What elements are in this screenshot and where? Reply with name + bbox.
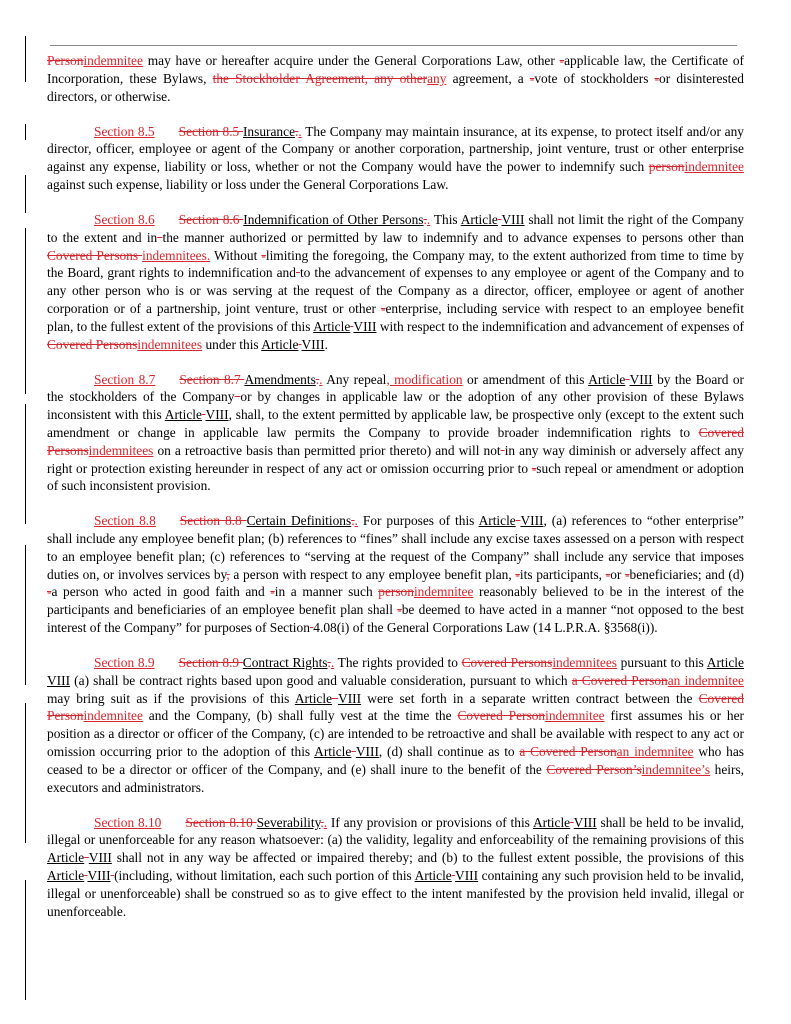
body-text: enterprise, including service with respect to an employee benefit plan, to the fullest extent of the provisions of this [47,300,744,334]
body-text: 4.08(i) of the General Corporations Law (14 L.P.R.A. §3568(i)). [313,620,658,636]
inserted-text: indemnitee [83,53,143,68]
deleted-text: , [226,566,230,582]
deleted-text: - [397,602,402,618]
change-bar [25,880,26,1000]
header-rule [50,45,737,46]
underlined-text: VIII [520,513,544,529]
deleted-text: . [327,655,331,671]
body-text: the manner authorized or permitted by law to indemnify and to advance expenses to persons other than [162,229,744,245]
body-text: , shall, to the extent permitted by applicable law, be prospective only (except to the extent such amendment or change in applicable law permits the Company to provide broader indemnification rights to [47,407,744,440]
underlined-text: VIII [353,318,377,334]
underlined-text: VIII [301,336,325,352]
body-text: or [610,566,626,582]
underlined-text: Article [47,850,85,866]
inserted-text: . [330,655,335,671]
deleted-text: - [605,566,611,582]
inserted-text: , modification [386,371,463,387]
inserted-text: indemnitee [545,708,605,724]
deleted-text: a Covered Person [519,744,617,760]
deleted-text: a Covered Person [571,672,668,688]
change-bar [25,36,26,82]
underlined-text: Article [588,371,626,387]
inserted-text: indemnitees. [142,247,211,263]
inserted-text: an indemnitee [616,744,694,760]
body-text: beneficiaries; and (d) [629,566,744,582]
underlined-text: VIII [573,814,597,830]
deleted-text: . [351,513,355,529]
deleted-section-number: Section 8.5 [178,123,243,139]
underlined-text: Article [164,407,202,423]
body-text: and the Company, (b) shall fully vest at the time the [142,708,458,724]
paragraph-continuation [47,52,744,105]
deleted-section-number: Section 8.10 [185,814,257,830]
section-number: Section 8.6 [94,211,155,227]
change-bar [25,175,26,213]
body-text: , (d) shall continue as to [378,744,520,760]
body-text: on a retroactive basis than permitted prior thereto) and will not [153,442,501,458]
body-text: with respect to the indemnification and advancement of expenses of [376,318,745,334]
body-text: . [324,336,328,352]
body-text: or by changes in applicable law or the adoption of any other provision of these Bylaws inconsistent with this [47,389,744,423]
section-paragraph [47,814,744,921]
body-text: containing any such provision held to be invalid, illegal or unenforceable) shall be construed so as to give effect to the intent manifested by the provision held invalid, illegal or unenforceable. [47,868,744,919]
section-paragraph [47,123,744,194]
change-bar [25,545,26,685]
inserted-text: . [298,123,302,139]
body-text: heirs, executors and administrators. [47,761,745,795]
body-text: The Company may maintain insurance, at its expense, to protect itself and/or any director, officer, employee or agent of the Company or another corporation, partnership, joint venture, trust or other enterprise against any expense, liability or loss, whether or not the Company would have the power to indemnify such [47,123,744,175]
section-number: Section 8.8 [94,513,156,529]
underlined-text: VIII [338,690,362,706]
inserted-text: indemnitee [413,584,474,600]
section-paragraph [47,512,744,637]
underlined-text: Amendments [244,371,316,387]
deleted-text: . [295,123,299,139]
body-text: a person with respect to any employee benefit plan, [229,566,516,582]
body-text: (including, without limitation, each such portion of this [114,868,415,883]
section-number: Section 8.10 [94,814,162,830]
underlined-text: VIII [629,371,653,387]
body-text: be deemed to have acted in a manner “not opposed to the best interest of the Company” for purposes of Section [47,602,744,636]
body-text: such repeal or amendment or adoption of such inconsistent provision. [47,460,744,494]
deleted-text: Person [47,53,84,68]
deleted-text: . [320,814,324,830]
deleted-text: - [529,70,535,86]
deleted-section-number: Section 8.6 [178,211,244,227]
deleted-text: . [423,211,427,227]
inserted-text: indemnitee [83,708,143,724]
underlined-text: Contract Rights [242,655,328,671]
body-text: Any repeal [322,371,387,387]
change-bar [25,228,26,394]
underlined-text: VIII [87,868,111,883]
body-text: limiting the foregoing, the Company may, to the extent authorized from time to time by the Board, grant rights to indemnification and [47,247,744,281]
underlined-text: Article [294,690,333,706]
section-paragraph [47,371,744,496]
deleted-text: Covered Person’s [546,761,642,777]
underlined-text: VIII [205,407,229,423]
deleted-section-number: Section 8.7 [179,371,245,387]
inserted-text: indemnitee’s [641,761,711,777]
body-text: in a manner such [274,584,379,600]
underlined-text: Article [261,336,299,352]
inserted-text: . [323,814,328,830]
inserted-text: indemnitee [684,159,744,175]
change-bar [25,404,26,524]
deleted-text: person [648,159,685,175]
underlined-text: Certain Definitions [246,513,352,529]
underlined-text: Article [414,868,452,883]
body-text: pursuant to this [617,655,707,671]
deleted-text: - [625,566,630,582]
underlined-text: Indemnification of Other Persons [243,211,424,227]
body-text: may bring suit as if the provisions of this [47,690,295,706]
underlined-text: VIII [88,850,112,866]
section-number: Section 8.5 [94,123,155,139]
deleted-section-number: Section 8.9 [178,655,243,671]
deleted-text: - [261,247,266,263]
body-text: or disinterested directors, or otherwise. [47,70,744,104]
deleted-text: - [559,53,565,68]
body-text: under this [202,336,262,352]
underlined-text: Article [47,868,85,883]
section-number: Section 8.9 [94,655,155,671]
inserted-text: indemnitees [552,655,618,671]
body-text: shall not limit the right of the Company to the extent and in [47,211,744,245]
body-text: applicable law, the Certificate of Incorporation, these Bylaws, [47,53,744,86]
body-text: Without [210,247,262,263]
body-text: by the Board or the stockholders of the Company [47,371,744,405]
underlined-text: Insurance [242,123,296,139]
deleted-text: Covered Person [457,708,546,724]
deleted-text: Covered Persons [461,655,553,671]
body-text: may have or hereafter acquire under the General Corporations Law, other [142,53,560,68]
inserted-text: . [319,371,323,387]
inserted-text: indemnitees [137,336,203,352]
body-text: shall not in any way be affected or impaired thereby; and (b) to the fullest extent possible, the provisions of this [111,850,744,866]
underlined-text: Severability [256,814,321,830]
underlined-text: VIII [47,672,71,688]
inserted-text: an indemnitee [667,672,744,688]
inserted-text: indemnitees [88,442,154,458]
body-text: The rights provided to [334,655,462,671]
body-text: who has ceased to be a director or officer of the Company, and (e) shall inure to the benefit of the [47,744,744,777]
inserted-text: any [427,70,447,86]
body-text: , (a) references to “other enterprise” shall include any employee benefit plan; (b) references to “fines” shall include any excise taxes assessed on a person with respect to an employee benefit plan; (c) references to “serving at the request of the Company” shall include any service that imposes duties on, or involves services [47,513,744,582]
change-bar [25,703,26,843]
section-paragraph [47,654,744,796]
body-text: against such expense, liability or loss under the General Corporations Law. [47,176,449,192]
inserted-text: . [354,513,358,529]
body-text: agreement, a [446,70,530,86]
body-text: by [213,566,227,582]
underlined-text: Article [313,318,351,334]
deleted-text: - [515,566,520,582]
body-text: a person who acted in good faith and [51,584,271,600]
deleted-text: - [270,584,275,600]
body-text: to the advancement of expenses to any employee or agent of the Company and to any other person who is or was serving at the request of the Company as a director, officer, employee or agent of another corporation or of a partnership, joint venture, trust or other [47,265,744,316]
body-text: first assumes his or her position as a director or officer of the Company, (c) are intended to be retroactive and shall be available with respect to any act or omission occurring prior to the adoption of this [47,708,744,760]
deleted-text: . [315,371,320,387]
underlined-text: VIII [455,868,479,883]
body-text: This [430,211,461,227]
body-text: If any provision or provisions of this [327,814,533,830]
body-text: or amendment of this [462,371,589,387]
sections-container [47,123,744,921]
body-text: vote of stockholders [534,70,655,86]
section-paragraph [47,211,744,353]
underlined-text: Article [532,814,571,830]
body-text: its participants, [519,566,606,582]
underlined-text: VIII [501,211,525,227]
deleted-text: - [654,70,660,86]
underlined-text: Article [478,513,516,529]
inserted-text: . [426,211,431,227]
underlined-text: Article [460,211,498,227]
deleted-text: - [380,300,386,316]
body-text: For purposes of this [357,513,479,529]
underlined-text: Article [706,655,744,671]
deleted-text: Covered Persons [47,424,744,458]
underlined-text: VIII [355,744,379,760]
deleted-text: - [531,460,537,476]
section-number: Section 8.7 [94,371,156,387]
underlined-text: Article [314,744,352,760]
deleted-text: Covered Person [47,690,744,724]
body-text: in any way diminish or adversely affect any right or protection existing hereunder in respect of any act or omission occurring prior to [47,442,744,476]
body-text: shall be held to be invalid, illegal or unenforceable for any reason whatsoever: (a) the validity, legality and enforceability of the remaining provisions of this [47,814,745,848]
change-bar [25,124,26,140]
body-text: were set forth in a separate written contract between the [361,690,699,706]
body-text: reasonably believed to be in the interest of the participants and beneficiaries of an employee benefit plan shall [47,584,744,618]
deleted-text: the Stockholder Agreement, any other [212,70,428,86]
deleted-text: Covered Persons [47,247,143,263]
deleted-text: - [47,584,52,600]
body-text: (a) shall be contract rights based upon good and valuable consideration, pursuant to which [70,672,572,688]
deleted-text: Covered Persons [47,336,138,352]
deleted-section-number: Section 8.8 [179,513,247,529]
deleted-text: person [378,584,414,600]
document-body [47,52,744,938]
